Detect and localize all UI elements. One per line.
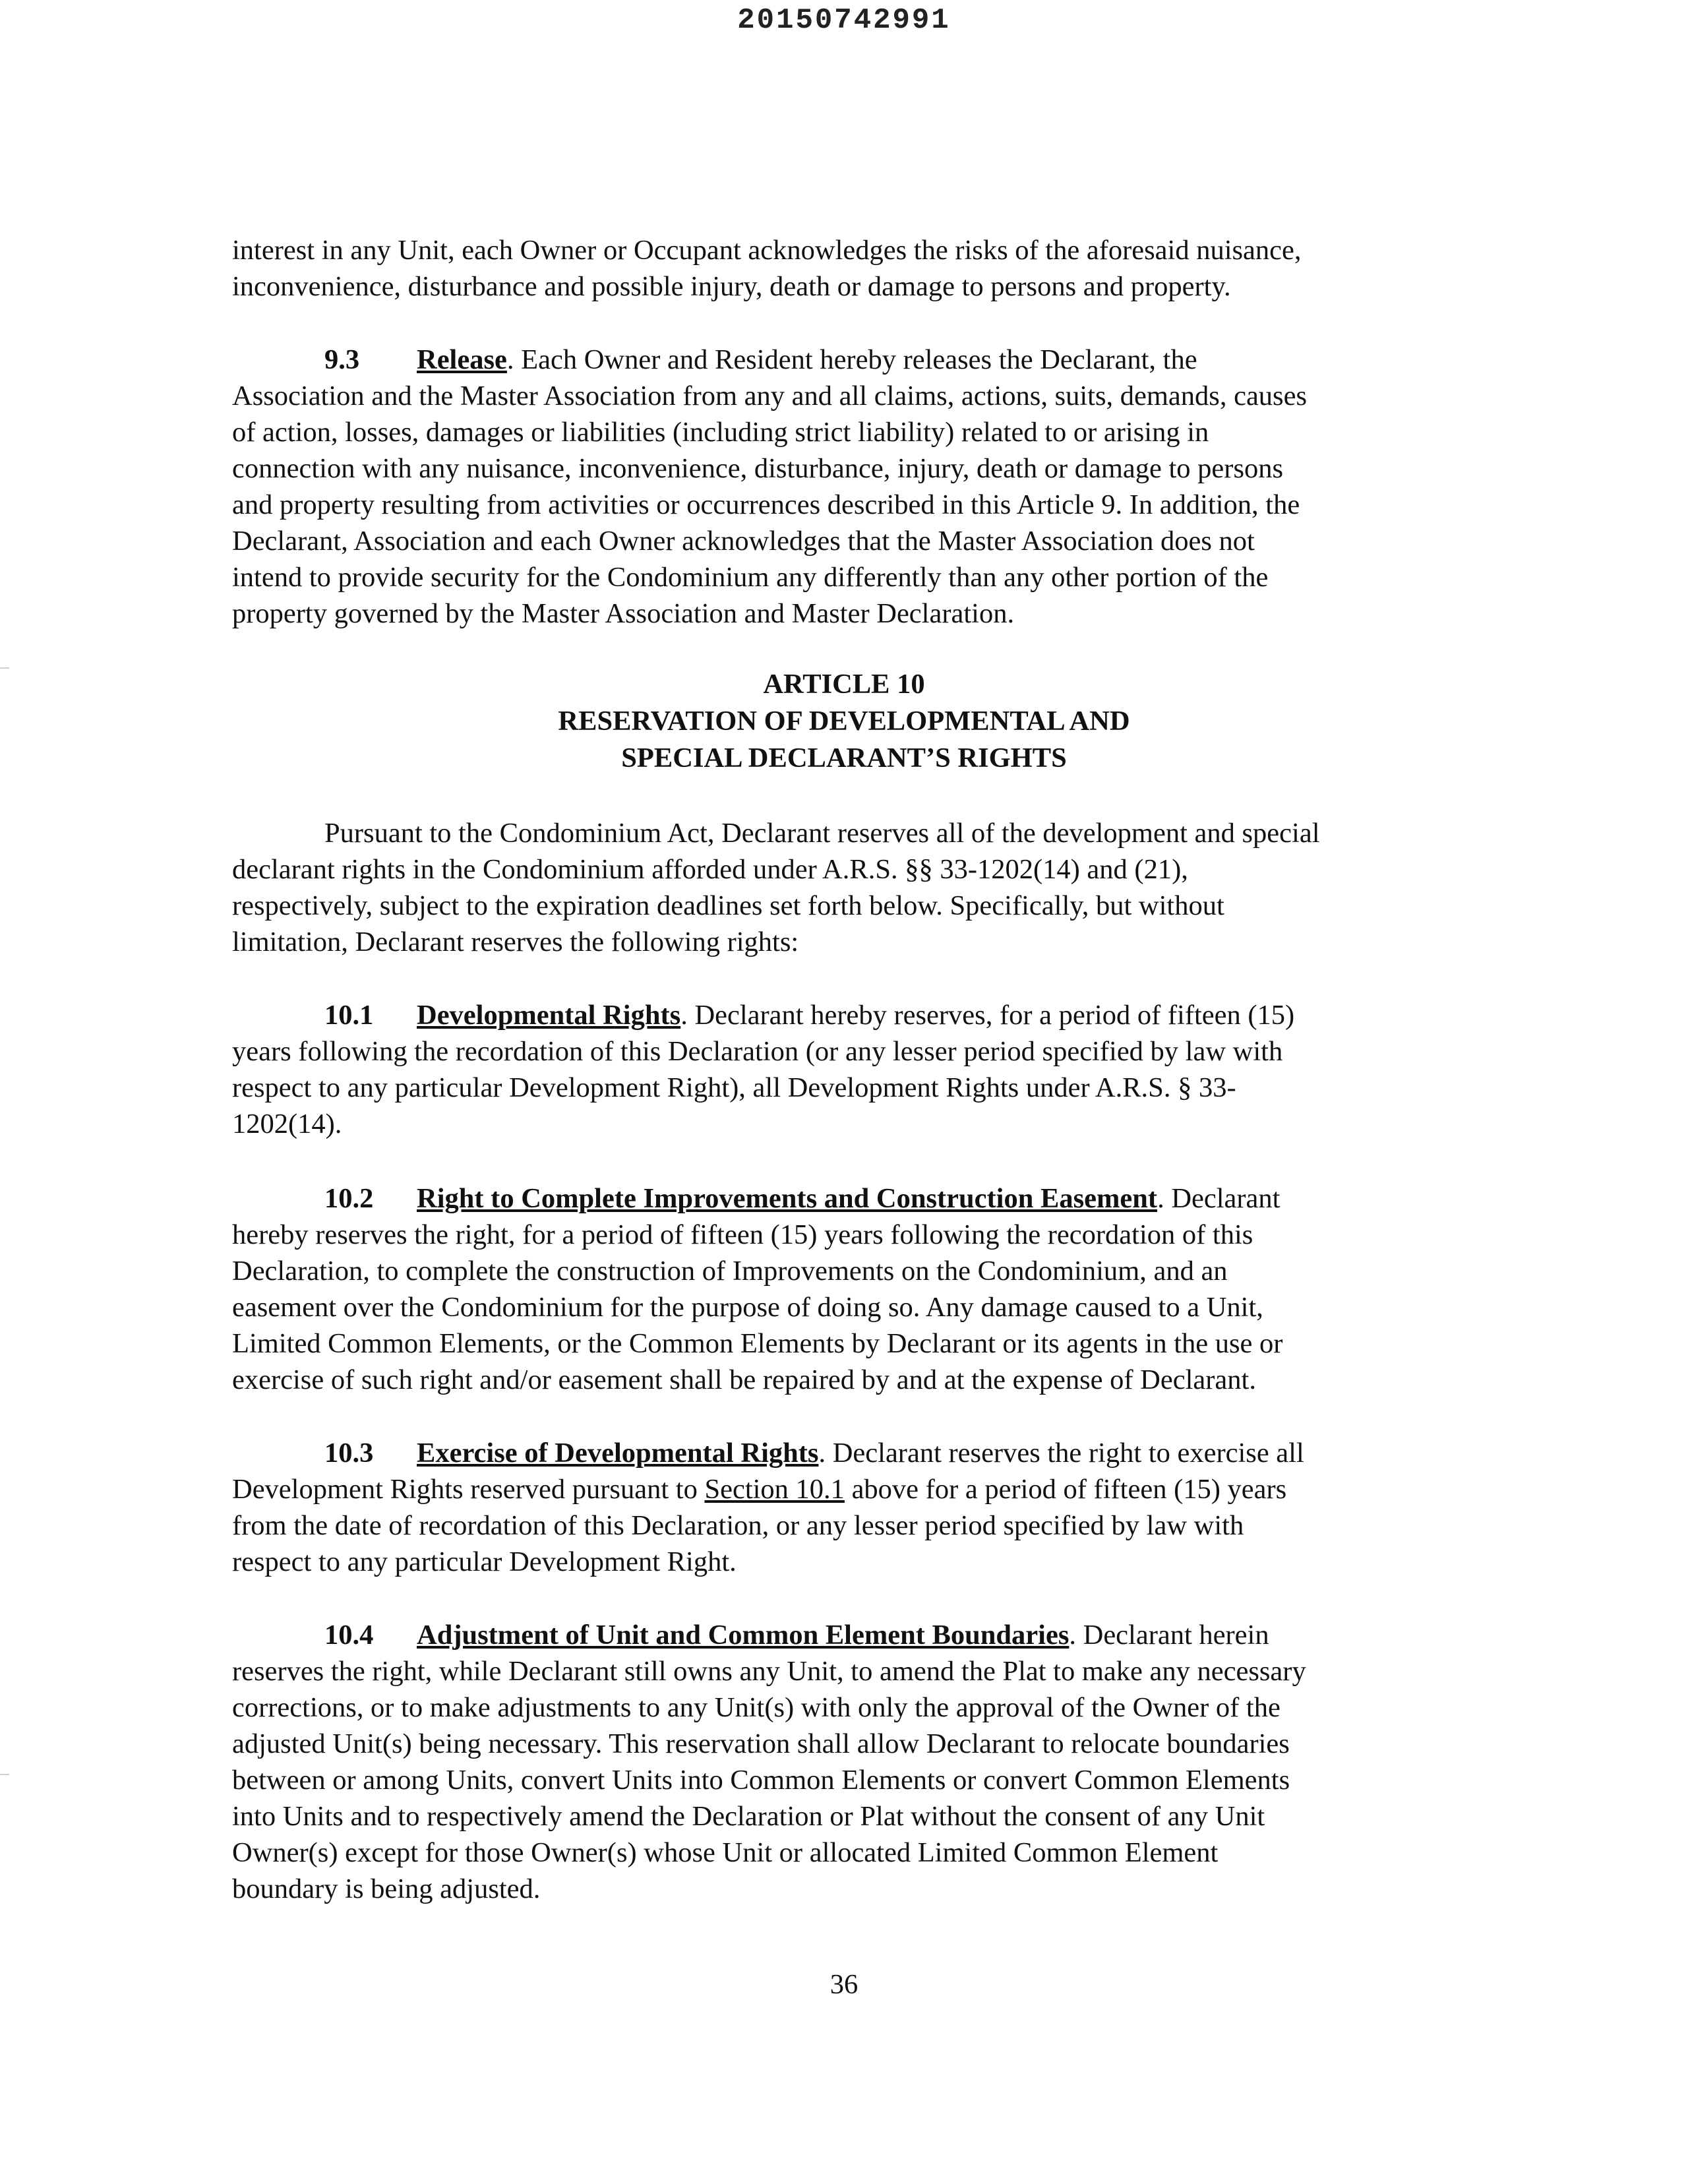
text-line: limitation, Declarant reserves the following rights:: [232, 926, 799, 957]
text-line: years following the recordation of this Declaration (or any lesser period specified by law with: [232, 1036, 1283, 1067]
text-line: exercise of such right and/or easement shall be repaired by and at the expense of Declarant.: [232, 1364, 1256, 1395]
section-reference: Section 10.1: [704, 1474, 845, 1505]
text-line: Declaration, to complete the construction of Improvements on the Condominium, and an: [232, 1256, 1228, 1287]
text-line: Pursuant to the Condominium Act, Declarant reserves all of the development and special: [324, 818, 1320, 849]
text-line: Association and the Master Association from any and all claims, actions, suits, demands, causes: [232, 380, 1308, 411]
text-line: respectively, subject to the expiration deadlines set forth below. Specifically, but without: [232, 890, 1224, 921]
text-line: intend to provide security for the Condominium any differently than any other portion of the: [232, 562, 1269, 593]
section-heading: Adjustment of Unit and Common Element Boundaries: [417, 1620, 1070, 1651]
article-title-line: RESERVATION OF DEVELOPMENTAL AND: [558, 706, 1130, 737]
section-number: 10.4: [324, 1620, 374, 1651]
article-title-line: SPECIAL DECLARANT’S RIGHTS: [621, 743, 1067, 774]
text-line: between or among Units, convert Units into Common Elements or convert Common Elements: [232, 1765, 1290, 1796]
text-line: connection with any nuisance, inconvenience, disturbance, injury, death or damage to persons: [232, 453, 1284, 484]
section-heading: Developmental Rights: [417, 1000, 681, 1031]
text-line: hereby reserves the right, for a period of fifteen (15) years following the recordation of this: [232, 1219, 1253, 1250]
text-line: 1202(14).: [232, 1108, 342, 1139]
text-line: boundary is being adjusted.: [232, 1873, 541, 1904]
section-number: 10.1: [324, 1000, 374, 1031]
document-number: 20150742991: [737, 4, 951, 37]
text-line: property governed by the Master Association and Master Declaration.: [232, 598, 1015, 629]
section-10-3: 10.3 Exercise of Developmental Rights. Declarant reserves the right to exercise all Development Rights reserved pursuant to Section 10.1 above for a period of fifteen (15) years from the date of recordation of this Declaration, or any lesser period specified by law with respect to any particular Development Right.: [232, 1435, 1472, 1580]
text-line: Owner(s) except for those Owner(s) whose Unit or allocated Limited Common Element: [232, 1837, 1219, 1868]
section-9-3: 9.3 Release. Each Owner and Resident hereby releases the Declarant, the Association and the Master Association from any and all claims, actions, suits, demands, causes of action, losses, damages or liabilities (including strict liability) related to or arising in connection with any nuisance, inconvenience, disturbance, injury, death or damage to persons and property resulting from activities or occurrences described in this Article 9. In addition, the Declarant, Association and each Owner acknowledges that the Master Association does not intend to provide security for the Condominium any differently than any other portion of the property governed by the Master Association and Master Declaration.: [232, 342, 1472, 632]
page-number: 36: [829, 1969, 859, 2000]
scan-edge-mark: [0, 1774, 9, 1775]
article-number: ARTICLE 10: [763, 669, 925, 700]
text-line: easement over the Condominium for the purpose of doing so. Any damage caused to a Unit,: [232, 1292, 1263, 1323]
section-heading: Right to Complete Improvements and Construction Easement: [417, 1183, 1158, 1214]
text-line: adjusted Unit(s) being necessary. This reservation shall allow Declarant to relocate boundaries: [232, 1728, 1290, 1759]
text-line: reserves the right, while Declarant still owns any Unit, to amend the Plat to make any necessary: [232, 1656, 1306, 1687]
text-line: Declarant, Association and each Owner acknowledges that the Master Association does not: [232, 526, 1255, 557]
text-line: declarant rights in the Condominium afforded under A.R.S. §§ 33-1202(14) and (21),: [232, 854, 1188, 885]
intro-paragraph: [232, 815, 1472, 960]
section-heading: Release: [417, 344, 507, 375]
text-line: inconvenience, disturbance and possible injury, death or damage to persons and property.: [232, 271, 1231, 302]
section-number: 10.2: [324, 1183, 374, 1214]
section-10-1: 10.1 Developmental Rights. Declarant hereby reserves, for a period of fifteen (15) years following the recordation of this Declaration (or any lesser period specified by law with respect to any particular Development Right), all Development Rights under A.R.S. § 33- 1202(14).: [232, 997, 1472, 1142]
section-heading: Exercise of Developmental Rights: [417, 1438, 819, 1469]
text-line: and property resulting from activities or occurrences described in this Article 9. In addition, the: [232, 489, 1300, 520]
text-line: into Units and to respectively amend the Declaration or Plat without the consent of any Unit: [232, 1801, 1265, 1832]
text-line: corrections, or to make adjustments to any Unit(s) with only the approval of the Owner of the: [232, 1692, 1281, 1723]
text-line: interest in any Unit, each Owner or Occupant acknowledges the risks of the aforesaid nuisance,: [232, 235, 1302, 266]
continued-paragraph: [232, 232, 1472, 305]
section-number: 10.3: [324, 1438, 374, 1469]
text-line: respect to any particular Development Right), all Development Rights under A.R.S. § 33-: [232, 1072, 1236, 1103]
article-heading: [0, 666, 1688, 777]
text-line: from the date of recordation of this Declaration, or any lesser period specified by law with: [232, 1510, 1244, 1541]
section-10-2: 10.2 Right to Complete Improvements and Construction Easement. Declarant hereby reserves the right, for a period of fifteen (15) years following the recordation of this Declaration, to complete the construction of Improvements on the Condominium, and an easement over the Condominium for the purpose of doing so. Any damage caused to a Unit, Limited Common Elements, or the Common Elements by Declarant or its agents in the use or exercise of such right and/or easement shall be repaired by and at the expense of Declarant.: [232, 1180, 1472, 1398]
text-line: of action, losses, damages or liabilities (including strict liability) related to or arising in: [232, 417, 1209, 448]
section-10-4: 10.4 Adjustment of Unit and Common Element Boundaries. Declarant herein reserves the right, while Declarant still owns any Unit, to amend the Plat to make any necessary corrections, or to make adjustments to any Unit(s) with only the approval of the Owner of the adjusted Unit(s) being necessary. This reservation shall allow Declarant to relocate boundaries between or among Units, convert Units into Common Elements or convert Common Elements into Units and to respectively amend the Declaration or Plat without the consent of any Unit Owner(s) except for those Owner(s) whose Unit or allocated Limited Common Element boundary is being adjusted.: [232, 1617, 1472, 1907]
text-line: Limited Common Elements, or the Common Elements by Declarant or its agents in the use or: [232, 1328, 1283, 1359]
text-line: respect to any particular Development Right.: [232, 1546, 737, 1577]
section-number: 9.3: [324, 344, 360, 375]
